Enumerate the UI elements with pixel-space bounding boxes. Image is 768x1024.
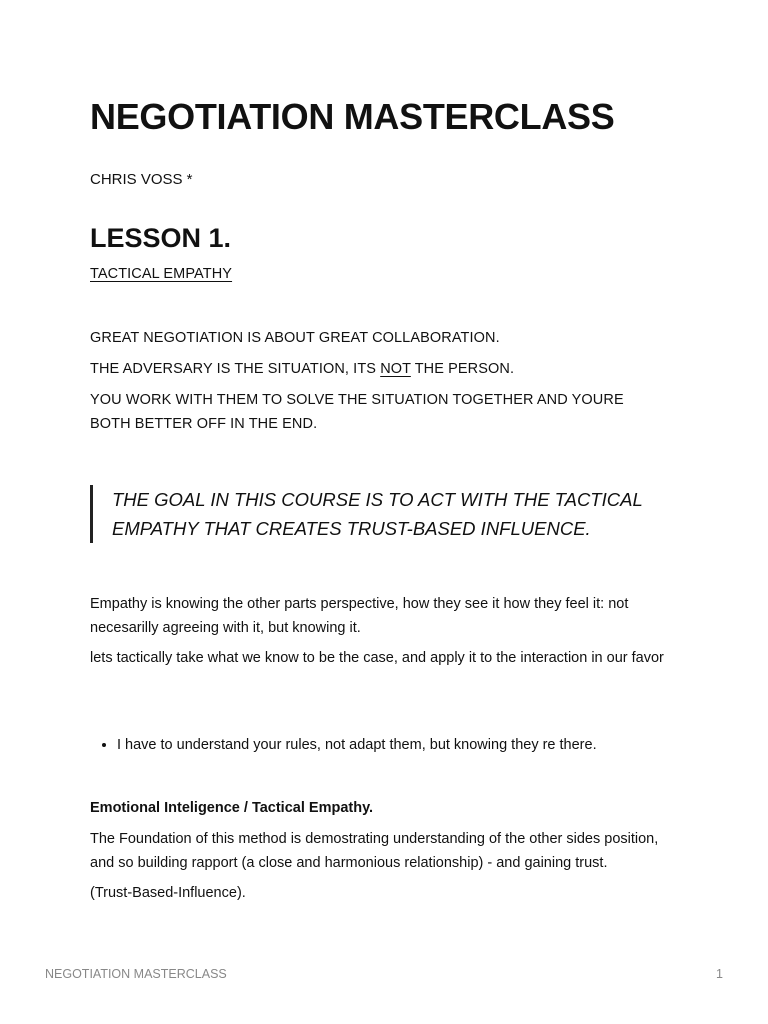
body-paragraph: lets tactically take what we know to be the case, and apply it to the interaction in our favor	[90, 650, 664, 666]
intro-text: THE ADVERSARY IS THE SITUATION, ITS	[90, 361, 381, 377]
lesson-title: LESSON 1.	[90, 223, 232, 253]
list-item: • I have to understand your rules, not adapt them, but knowing they re there.	[117, 734, 597, 757]
intro-line: YOU WORK WITH THEM TO SOLVE THE SITUATION TOGETHER AND YOURE BOTH BETTER OFF IN THE END.	[90, 392, 624, 432]
lesson-subtitle: TACTICAL EMPATHY	[90, 266, 233, 282]
section-paragraph: The Foundation of this method is demostrating understanding of the other sides position, and so building rapport (a close and harmonious relationship) - and gaining trust.	[90, 831, 659, 871]
body-block	[90, 593, 665, 678]
body-paragraph: Empathy is knowing the other parts perspective, how they see it how they feel it: not necesarilly agreeing with it, but knowing it.	[90, 596, 629, 636]
intro-text: THE PERSON.	[410, 361, 515, 377]
document-title: NEGOTIATION MASTERCLASS	[90, 96, 615, 137]
author-line: CHRIS VOSS *	[90, 171, 193, 188]
bullet-list	[90, 734, 597, 757]
emphasis-word: NOT	[380, 361, 411, 377]
section-heading: Emotional Inteligence / Tactical Empathy.	[90, 800, 374, 816]
pull-quote: THE GOAL IN THIS COURSE IS TO ACT WITH THE TACTICAL EMPATHY THAT CREATES TRUST-BASED INFLUENCE.	[90, 485, 682, 543]
intro-line: GREAT NEGOTIATION IS ABOUT GREAT COLLABORATION.	[90, 330, 500, 346]
footer-running-title: NEGOTIATION MASTERCLASS	[45, 967, 227, 981]
footer-page-number: 1	[716, 967, 723, 981]
intro-block	[90, 326, 660, 443]
intro-line	[90, 357, 660, 381]
section-paragraph: (Trust-Based-Influence).	[90, 885, 246, 901]
section-body	[90, 828, 665, 913]
